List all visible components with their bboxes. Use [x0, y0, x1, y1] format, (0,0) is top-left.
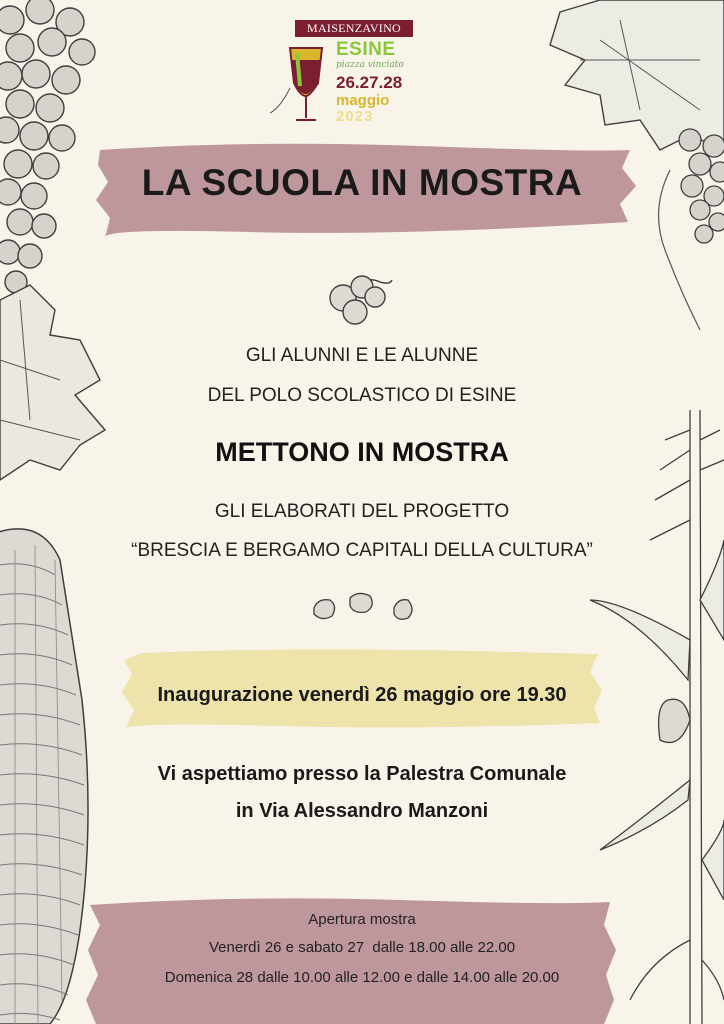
logo-month: maggio	[336, 92, 390, 109]
project-line-2: “BRESCIA E BERGAMO CAPITALI DELLA CULTURA”	[131, 540, 593, 561]
logo-year: 2023	[336, 108, 374, 125]
intro-line-2: DEL POLO SCOLASTICO DI ESINE	[207, 385, 517, 406]
venue-line-2: in Via Alessandro Manzoni	[235, 800, 489, 822]
poster-title: LA SCUOLA IN MOSTRA	[141, 162, 583, 203]
logo-subtitle: piazza vinciato	[336, 60, 404, 70]
grapes-divider-icon	[330, 276, 392, 324]
grapes-left-illustration	[0, 0, 95, 293]
inauguration-text: Inaugurazione venerdì 26 maggio ore 19.30	[157, 684, 567, 706]
logo-badge: MAISENZAVINO	[295, 20, 413, 37]
festival-logo	[270, 18, 420, 128]
opening-hours-1: Venerdì 26 e sabato 27 dalle 18.00 alle 22.00	[208, 939, 516, 956]
venue-line-1: Vi aspettiamo presso la Palestra Comunale	[157, 763, 567, 785]
project-line-1: GLI ELABORATI DEL PROGETTO	[214, 501, 510, 522]
logo-dates: 26.27.28	[336, 73, 403, 92]
opening-hours-2: Domenica 28 dalle 10.00 alle 12.00 e dalle 14.00 alle 20.00	[164, 969, 560, 986]
logo-town: ESINE	[336, 39, 396, 60]
exhibit-heading: METTONO IN MOSTRA	[215, 437, 509, 467]
vine-leaf-right-illustration	[550, 0, 724, 150]
intro-line-1: GLI ALUNNI E LE ALUNNE	[245, 345, 479, 366]
decorative-divider-icons	[314, 593, 412, 619]
opening-heading: Apertura mostra	[308, 911, 416, 928]
wine-glass-icon	[270, 38, 332, 128]
